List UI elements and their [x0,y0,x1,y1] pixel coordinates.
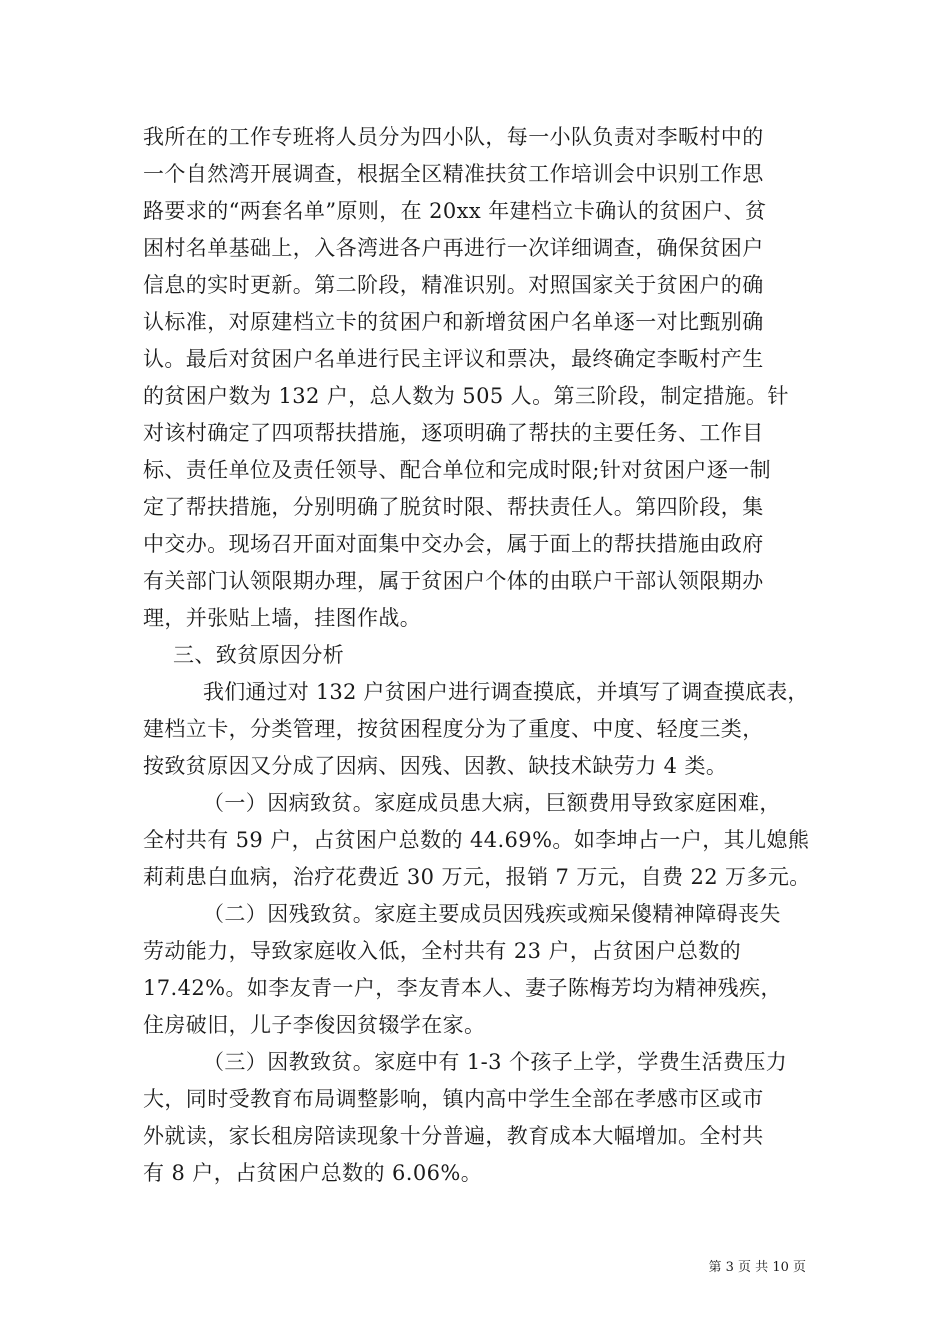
text-line: 理，并张贴上墙，挂图作战。 [143,606,422,630]
text-line: 困村名单基础上，入各湾进各户再进行一次详细调查，确保贫困户 [143,236,764,260]
text-line: 建档立卡，分类管理，按贫困程度分为了重度、中度、轻度三类， [143,717,764,741]
section-heading: 三、致贫原因分析 [173,643,345,667]
text-line: 莉莉患白血病，治疗花费近 30 万元，报销 7 万元，自费 22 万多元。 [143,865,811,889]
text-line: 认标准，对原建档立卡的贫困户和新增贫困户名单逐一对比甄别确 [143,310,764,334]
text-line: 标、责任单位及责任领导、配合单位和完成时限;针对贫困户逐一制 [143,458,772,482]
text-line: （一）因病致贫。家庭成员患大病，巨额费用导致家庭困难， [203,791,781,815]
text-line: （三）因教致贫。家庭中有 1-3 个孩子上学，学费生活费压力 [203,1050,788,1074]
text-line: 对该村确定了四项帮扶措施，逐项明确了帮扶的主要任务、工作目 [143,421,764,445]
text-line: 有关部门认领限期办理，属于贫困户个体的由联户干部认领限期办 [143,569,764,593]
text-line: 我所在的工作专班将人员分为四小队，每一小队负责对李畈村中的 [143,125,764,149]
text-line: 信息的实时更新。第二阶段，精准识别。对照国家关于贫困户的确 [143,273,764,297]
text-line: （二）因残致贫。家庭主要成员因残疾或痴呆傻精神障碍丧失 [203,902,781,926]
text-line: 大，同时受教育布局调整影响，镇内高中学生全部在孝感市区或市 [143,1087,764,1111]
text-line: 全村共有 59 户，占贫困户总数的 44.69%。如李坤占一户，其儿媳熊 [143,828,810,852]
text-line: 有 8 户，占贫困户总数的 6.06%。 [143,1161,483,1185]
text-line: 住房破旧，儿子李俊因贫辍学在家。 [143,1013,486,1037]
page-number: 第 3 页 共 10 页 [708,1260,806,1275]
text-line: 按致贫原因又分成了因病、因残、因教、缺技术缺劳力 4 类。 [143,754,728,778]
text-line: 认。最后对贫困户名单进行民主评议和票决，最终确定李畈村产生 [143,347,764,371]
text-line: 一个自然湾开展调查，根据全区精准扶贫工作培训会中识别工作思 [143,162,764,186]
text-line: 我们通过对 132 户贫困户进行调查摸底，并填写了调查摸底表， [203,680,809,704]
text-line: 的贫困户数为 132 户，总人数为 505 人。第三阶段，制定措施。针 [143,384,789,408]
text-line: 17.42%。如李友青一户，李友青本人、妻子陈梅芳均为精神残疾， [143,976,782,1000]
text-line: 外就读，家长租房陪读现象十分普遍，教育成本大幅增加。全村共 [143,1124,764,1148]
text-line: 定了帮扶措施，分别明确了脱贫时限、帮扶责任人。第四阶段，集 [143,495,764,519]
text-line: 中交办。现场召开面对面集中交办会，属于面上的帮扶措施由政府 [143,532,764,556]
text-line: 劳动能力，导致家庭收入低，全村共有 23 户，占贫困户总数的 [143,939,742,963]
text-line: 路要求的“两套名单”原则，在 20xx 年建档立卡确认的贫困户、贫 [143,199,767,223]
